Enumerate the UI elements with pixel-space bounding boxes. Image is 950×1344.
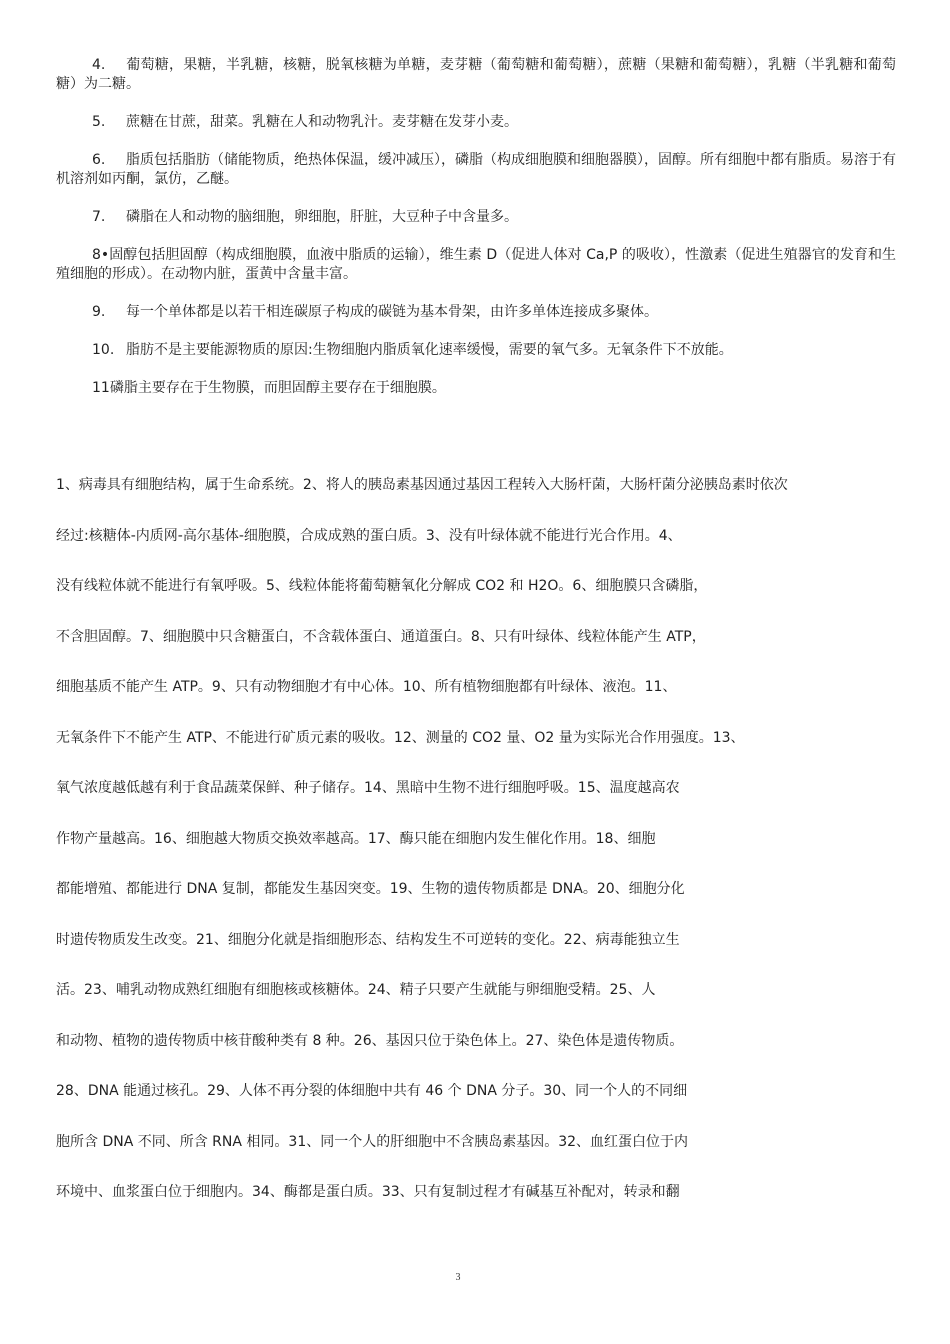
- text-line: 环境中、血浆蛋白位于细胞内。34、酶都是蛋白质。33、只有复制过程才有碱基互补配对，转录和翻: [56, 1184, 680, 1200]
- numbered-notes-section: [56, 56, 896, 417]
- text-line: 氧气浓度越低越有利于食品蔬菜保鲜、种子储存。14、黑暗中生物不进行细胞呼吸。15、温度越高农: [56, 780, 680, 796]
- text-line: 经过:核糖体-内质网-高尔基体-细胞膜，合成成熟的蛋白质。3、没有叶绿体就不能进行光合作用。4、: [56, 527, 682, 544]
- text-line: 无氧条件下不能产生 ATP、不能进行矿质元素的吸收。12、测量的 CO2 量、O2 量为实际光合作用强度。13、: [56, 729, 745, 746]
- misconceptions-list: [56, 472, 896, 1230]
- note-paragraph-5: [56, 113, 896, 132]
- note-number: 11: [92, 380, 110, 396]
- note-paragraph-9: [56, 303, 896, 322]
- text-line: 活。23、哺乳动物成熟红细胞有细胞核或核糖体。24、精子只要产生就能与卵细胞受精。25、人: [56, 982, 656, 998]
- note-number: 7.: [92, 209, 106, 225]
- note-text: 磷脂在人和动物的脑细胞，卵细胞，肝脏，大豆种子中含量多。: [126, 209, 518, 225]
- note-paragraph-4: [56, 56, 896, 94]
- page-number: 3: [455, 1272, 461, 1283]
- note-number: 10.: [92, 342, 115, 358]
- note-paragraph-8: [56, 246, 896, 284]
- text-line: 1、病毒具有细胞结构，属于生命系统。2、将人的胰岛素基因通过基因工程转入大肠杆菌，大肠杆菌分泌胰岛素时依次: [56, 477, 788, 493]
- note-paragraph-7: [56, 208, 896, 227]
- note-text: 每一个单体都是以若干相连碳原子构成的碳链为基本骨架，由许多单体连接成多聚体。: [126, 304, 658, 320]
- note-number: 9.: [92, 304, 106, 320]
- text-line: 不含胆固醇。7、细胞膜中只含糖蛋白，不含载体蛋白、通道蛋白。8、只有叶绿体、线粒体能产生 ATP，: [56, 628, 706, 645]
- note-text: 脂肪不是主要能源物质的原因:生物细胞内脂质氧化速率缓慢，需要的氧气多。无氧条件下不放能。: [126, 342, 733, 358]
- note-text: 磷脂主要存在于生物膜，而胆固醇主要存在于细胞膜。: [109, 380, 446, 396]
- text-line: 时遗传物质发生改变。21、细胞分化就是指细胞形态、结构发生不可逆转的变化。22、病毒能独立生: [56, 931, 680, 948]
- note-paragraph-6: [56, 151, 896, 189]
- text-line: 都能增殖、都能进行 DNA 复制，都能发生基因突变。19、生物的遗传物质都是 DNA。20、细胞分化: [56, 881, 685, 897]
- note-text: 固醇包括胆固醇（构成细胞膜，血液中脂质的运输），维生素 D（促进人体对 Ca,P 的吸收），性激素（促进生殖器官的发育和生殖细胞的形成）。在动物内脏，蛋黄中含量丰富。: [56, 247, 896, 282]
- text-line: 细胞基质不能产生 ATP。9、只有动物细胞才有中心体。10、所有植物细胞都有叶绿体、液泡。11、: [56, 679, 677, 695]
- note-text: 蔗糖在甘蔗，甜菜。乳糖在人和动物乳汁。麦芽糖在发芽小麦。: [126, 114, 518, 130]
- text-line: 没有线粒体就不能进行有氧呼吸。5、线粒体能将葡萄糖氧化分解成 CO2 和 H2O。6、细胞膜只含磷脂，: [56, 578, 708, 594]
- note-number: 5.: [92, 114, 106, 130]
- note-text: 葡萄糖，果糖，半乳糖，核糖，脱氧核糖为单糖，麦芽糖（葡萄糖和葡萄糖），蔗糖（果糖和葡萄糖），乳糖（半乳糖和葡萄糖）为二糖。: [56, 57, 896, 92]
- note-number: 6.: [92, 152, 106, 168]
- text-line: 胞所含 DNA 不同、所含 RNA 相同。31、同一个人的肝细胞中不含胰岛素基因。32、血红蛋白位于内: [56, 1133, 689, 1150]
- text-line: 作物产量越高。16、细胞越大物质交换效率越高。17、酶只能在细胞内发生催化作用。18、细胞: [56, 830, 656, 847]
- note-number: 8•: [92, 247, 110, 263]
- note-text: 脂质包括脂肪（储能物质，绝热体保温，缓冲减压），磷脂（构成细胞膜和细胞器膜），固醇。所有细胞中都有脂质。易溶于有机溶剂如丙酮，氯仿，乙醚。: [56, 152, 896, 187]
- text-line: 28、DNA 能通过核孔。29、人体不再分裂的体细胞中共有 46 个 DNA 分子。30、同一个人的不同细: [56, 1083, 688, 1099]
- note-paragraph-11: [56, 379, 896, 398]
- note-number: 4.: [92, 57, 106, 73]
- note-paragraph-10: [56, 341, 896, 360]
- text-line: 和动物、植物的遗传物质中核苷酸种类有 8 种。26、基因只位于染色体上。27、染色体是遗传物质。: [56, 1032, 684, 1049]
